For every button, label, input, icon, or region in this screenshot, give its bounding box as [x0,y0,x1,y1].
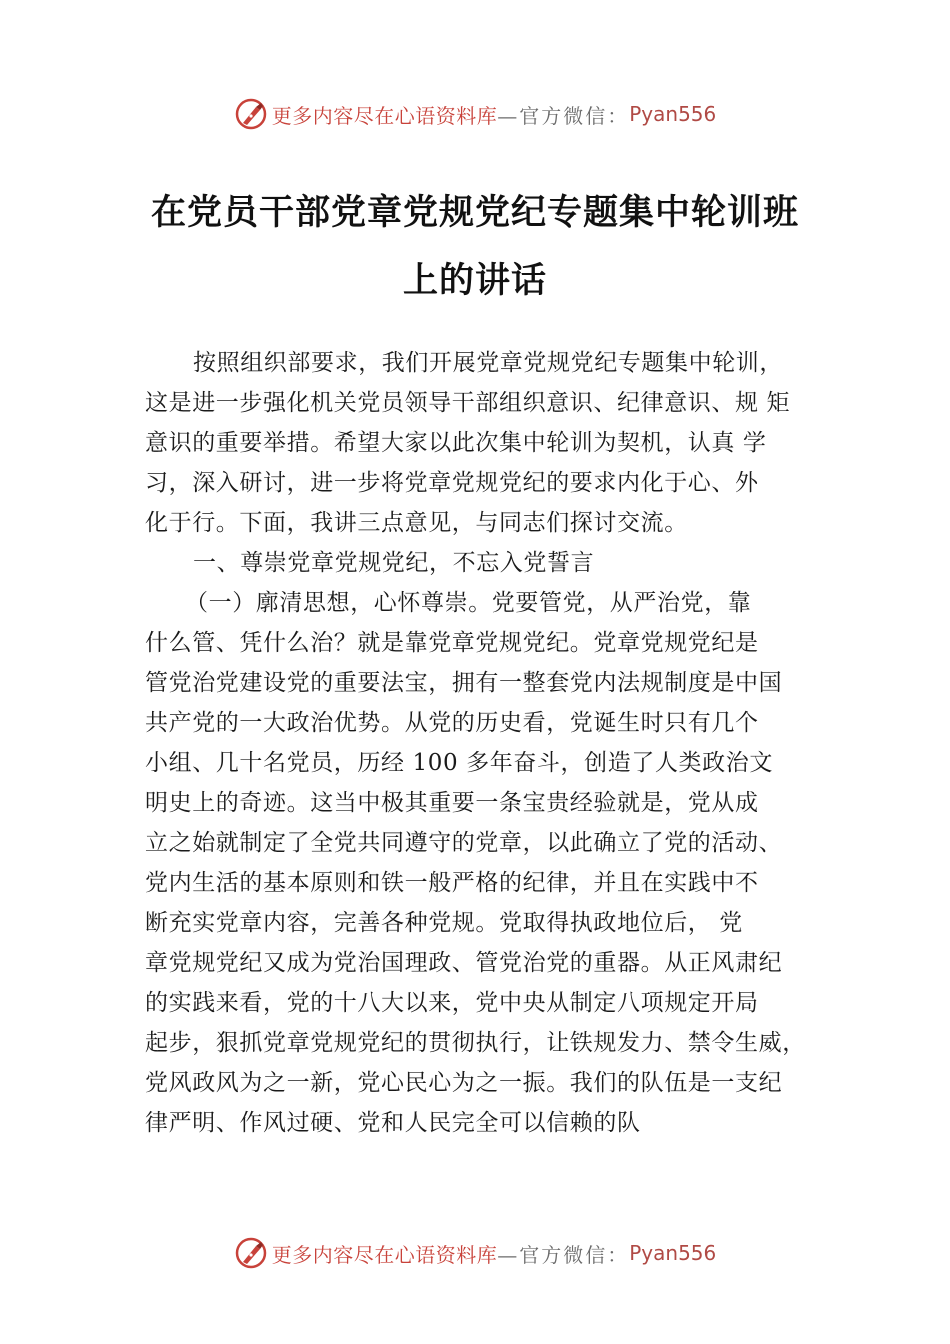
text-line: 化于行。下面，我讲三点意见，与同志们探讨交流。 [145,510,688,536]
text-line: 这是进一步强化机关党员领导干部组织意识、纪律意识、规 矩 [145,390,791,416]
text-line: 习，深入研讨，进一步将党章党规党纪的要求内化于心、外 [145,470,759,496]
footer-watermark [0,1233,950,1273]
watermark-red-text: 更多内容尽在心语资料库 [271,103,498,128]
pen-nib-icon [234,1236,268,1270]
text-line: 起步，狠抓党章党规党纪的贯彻执行，让铁规发力、禁令生威， [145,1030,806,1056]
document-body [145,343,845,1143]
text-line: 立之始就制定了全党共同遵守的党章，以此确立了党的活动、 [145,830,783,856]
text-line: 的实践来看，党的十八大以来，党中央从制定八项规定开局 [145,990,759,1016]
text-line: 断充实党章内容，完善各种党规。党取得执政地位后， 党 [145,910,743,936]
subsection-line: （一）廓清思想，心怀尊崇。党要管党，从严治党，靠 [185,590,752,616]
text-line: 章党规党纪又成为党治国理政、管党治党的重器。从正风肃纪 [145,950,783,976]
text-line: 管党治党建设党的重要法宝，拥有一整套党内法规制度是中国 [145,670,783,696]
watermark-gray-text: —官方微信： [497,1242,630,1267]
watermark-id: Pyan556 [629,1241,717,1265]
watermark-gray-text: —官方微信： [497,103,630,128]
watermark-id: Pyan556 [629,102,717,126]
page-title-line-1: 在党员干部党章党规党纪专题集中轮训班 [150,192,799,233]
text-line: 什么管、凭什么治？就是靠党章党规党纪。党章党规党纪是 [145,630,759,656]
text-line: 党内生活的基本原则和铁一般严格的纪律，并且在实践中不 [145,870,759,896]
text-line: 党风政风为之一新，党心民心为之一振。我们的队伍是一支纪 [145,1070,783,1096]
page-title-line-2: 上的讲话 [402,260,547,301]
section-heading: 一、尊崇党章党规党纪，不忘入党誓言 [193,550,595,576]
text-line: 共产党的一大政治优势。从党的历史看，党诞生时只有几个 [145,710,759,736]
header-watermark [0,94,950,134]
pen-nib-icon [234,97,268,131]
text-line: 按照组织部要求，我们开展党章党规党纪专题集中轮训， [193,350,783,376]
text-line: 小组、几十名党员，历经 100 多年奋斗，创造了人类政治文 [145,750,773,776]
text-line: 明史上的奇迹。这当中极其重要一条宝贵经验就是，党从成 [145,790,759,816]
text-line: 律严明、作风过硬、党和人民完全可以信赖的队 [145,1110,641,1136]
text-line: 意识的重要举措。希望大家以此次集中轮训为契机，认真 学 [145,430,767,456]
watermark-red-text: 更多内容尽在心语资料库 [271,1242,498,1267]
